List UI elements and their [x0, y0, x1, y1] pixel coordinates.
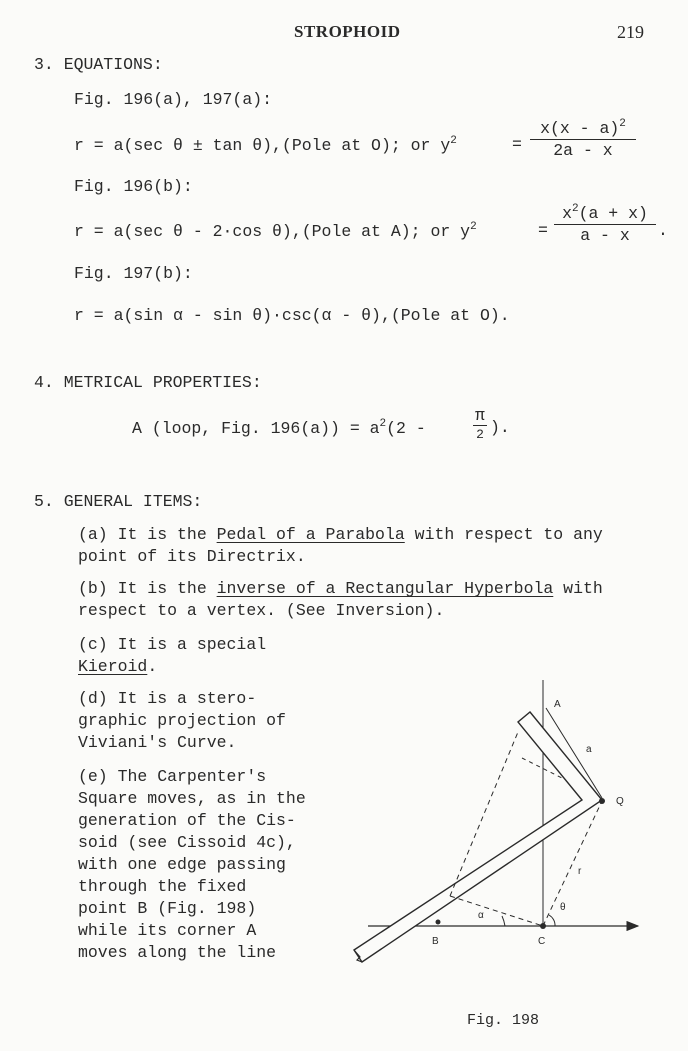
- item-e-line-9: moves along the line: [78, 943, 277, 962]
- item-e-line-1: (e) The Carpenter's: [78, 767, 267, 786]
- dashed-line-to-c: [450, 896, 543, 926]
- equation-3: r = a(sin α - sin θ)·csc(α - θ),(Pole at O).: [74, 306, 510, 325]
- item-b-text-end: with: [553, 579, 603, 598]
- running-header-title: STROPHOID: [294, 22, 401, 41]
- equation-2-numerator-x: x: [562, 204, 572, 223]
- item-e-line-8: while its corner A: [78, 921, 257, 940]
- loop-area-exponent: 2: [379, 418, 387, 430]
- item-d-line-3: Viviani's Curve.: [78, 733, 237, 752]
- label-A: A: [554, 699, 561, 710]
- equation-2-numerator-exponent: 2: [571, 203, 579, 215]
- item-e-line-3: generation of the Cis-: [78, 811, 296, 830]
- item-c-line-2: [78, 657, 157, 676]
- label-B: B: [432, 936, 439, 947]
- equation-1-numerator: x(x - a): [540, 119, 620, 138]
- loop-area-end: ).: [490, 418, 510, 437]
- inverse-rect-hyperbola-term: inverse of a Rectangular Hyperbola: [216, 579, 554, 598]
- equation-2-equals: =: [538, 221, 548, 240]
- label-C: C: [538, 936, 546, 947]
- equation-2-fraction: [554, 203, 656, 245]
- label-a: a: [586, 744, 592, 755]
- point-q: [599, 798, 605, 804]
- item-e-line-7: point B (Fig. 198): [78, 899, 257, 918]
- section-5-heading: 5. GENERAL ITEMS:: [34, 492, 203, 511]
- loop-area-mid: (2 -: [386, 419, 426, 438]
- equation-1-lhs: r = a(sec θ ± tan θ),(Pole at O); or y: [74, 136, 451, 155]
- kieroid-term: Kieroid: [78, 657, 148, 676]
- item-e-line-2: Square moves, as in the: [78, 789, 306, 808]
- point-b: [436, 920, 441, 925]
- section-4-heading: 4. METRICAL PROPERTIES:: [34, 373, 262, 392]
- figure-198: [350, 670, 650, 985]
- loop-area-formula: [132, 418, 426, 438]
- carpenter-square-shape: [354, 712, 602, 962]
- label-Q: Q: [616, 796, 624, 807]
- loop-area-lhs: A (loop, Fig. 196(a)) = a: [132, 419, 380, 438]
- item-e-line-6: through the fixed: [78, 877, 247, 896]
- item-a-text-end: with respect to any: [404, 525, 603, 544]
- equation-1: [74, 135, 457, 155]
- item-d-line-2: graphic projection of: [78, 711, 286, 730]
- item-b-line-1: [78, 579, 603, 598]
- equation-2-numerator-rest: (a + x): [578, 204, 648, 223]
- item-e-line-4: soid (see Cissoid 4c),: [78, 833, 296, 852]
- equation-2: [74, 221, 477, 241]
- item-a-line-2: point of its Directrix.: [78, 547, 306, 566]
- loop-area-denominator: 2: [476, 427, 484, 442]
- page-number: 219: [617, 22, 644, 42]
- equation-2-exponent: 2: [470, 221, 477, 233]
- loop-area-numerator: π: [473, 406, 487, 426]
- equation-1-exponent: 2: [450, 135, 457, 147]
- equation-1-numerator-exponent: 2: [619, 118, 626, 130]
- equation-2-denominator: a - x: [580, 226, 630, 245]
- item-b-line-2: respect to a vertex. (See Inversion).: [78, 601, 445, 620]
- point-c: [540, 923, 546, 929]
- carpenter-square-diagram: [350, 670, 650, 980]
- figure-caption: Fig. 198: [467, 1012, 540, 1029]
- equation-2-period: .: [658, 221, 668, 240]
- label-alpha: α: [478, 910, 484, 921]
- label-theta: θ: [560, 902, 566, 913]
- equation-1-equals: =: [512, 135, 522, 154]
- item-a-text: (a) It is the: [78, 525, 217, 544]
- section-3-heading: 3. EQUATIONS:: [34, 55, 163, 74]
- fig-ref-197b: Fig. 197(b):: [74, 264, 193, 283]
- loop-area-fraction: [473, 406, 487, 442]
- item-c-line-1: (c) It is a special: [78, 635, 267, 654]
- item-c-period: .: [147, 657, 158, 676]
- equation-1-denominator: 2a - x: [553, 141, 613, 160]
- fig-ref-196a-197a: Fig. 196(a), 197(a):: [74, 90, 273, 109]
- angle-alpha-arc: [502, 916, 505, 926]
- pedal-of-parabola-term: Pedal of a Parabola: [216, 525, 405, 544]
- item-d-line-1: (d) It is a stero-: [78, 689, 257, 708]
- equation-2-lhs: r = a(sec θ - 2·cos θ),(Pole at A); or y: [74, 222, 471, 241]
- angle-theta-arc: [549, 915, 555, 926]
- equation-1-fraction: [530, 118, 636, 160]
- item-e-line-5: with one edge passing: [78, 855, 286, 874]
- label-r: r: [578, 866, 582, 877]
- item-a-line-1: [78, 525, 603, 544]
- fig-ref-196b: Fig. 196(b):: [74, 177, 193, 196]
- item-b-text: (b) It is the: [78, 579, 217, 598]
